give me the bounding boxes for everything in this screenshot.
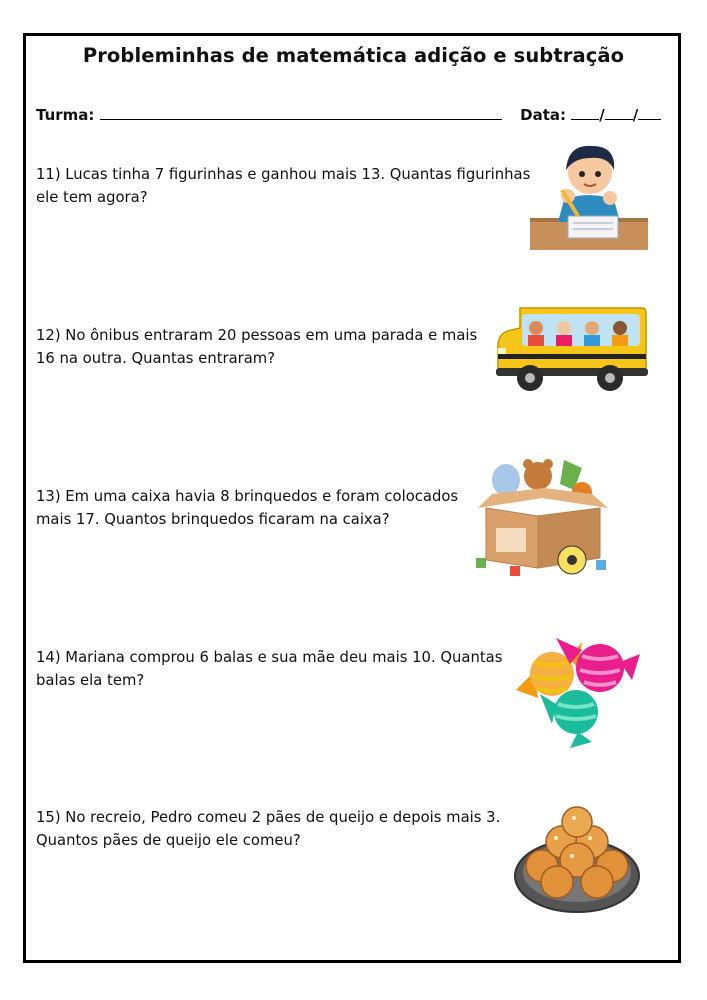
question-line: 15) No recreio, Pedro comeu 2 pães de queijo e depois mais 3. — [36, 809, 501, 826]
question-line: Quantos pães de queijo ele comeu? — [36, 832, 301, 849]
question-14 — [36, 646, 502, 692]
question-11 — [36, 163, 530, 209]
question-line: 11) Lucas tinha 7 figurinhas e ganhou mais 13. Quantas figurinhas — [36, 166, 531, 183]
cheese-bread-plate-icon — [512, 798, 642, 916]
turma-label: Turma: — [36, 106, 95, 124]
question-line: balas ela tem? — [36, 672, 145, 689]
question-line: 13) Em uma caixa havia 8 brinquedos e foram colocados — [36, 488, 459, 505]
boy-writing-icon — [528, 138, 650, 252]
date-month-blank[interactable] — [605, 107, 633, 120]
question-line: ele tem agora? — [36, 189, 148, 206]
question-13 — [36, 485, 458, 531]
question-15 — [36, 806, 500, 852]
date-year-blank[interactable] — [638, 107, 661, 120]
question-line: 14) Mariana comprou 6 balas e sua mãe deu mais 10. Quantas — [36, 649, 503, 666]
question-line: 16 na outra. Quantas entraram? — [36, 350, 276, 367]
candies-icon — [512, 628, 642, 750]
header-fields — [36, 106, 661, 124]
question-line: mais 17. Quantos brinquedos ficaram na caixa? — [36, 511, 390, 528]
date-separator: / — [599, 106, 605, 124]
date-day-blank[interactable] — [571, 107, 599, 120]
school-bus-icon — [492, 302, 648, 396]
date-separator: / — [632, 106, 639, 124]
turma-blank[interactable] — [100, 107, 502, 120]
question-line: 12) No ônibus entraram 20 pessoas em uma parada e mais — [36, 327, 478, 344]
data-label: Data: — [520, 106, 566, 124]
question-12 — [36, 324, 477, 370]
page-title: Probleminhas de matemática adição e subtração — [82, 44, 625, 67]
toy-box-icon — [472, 450, 614, 578]
